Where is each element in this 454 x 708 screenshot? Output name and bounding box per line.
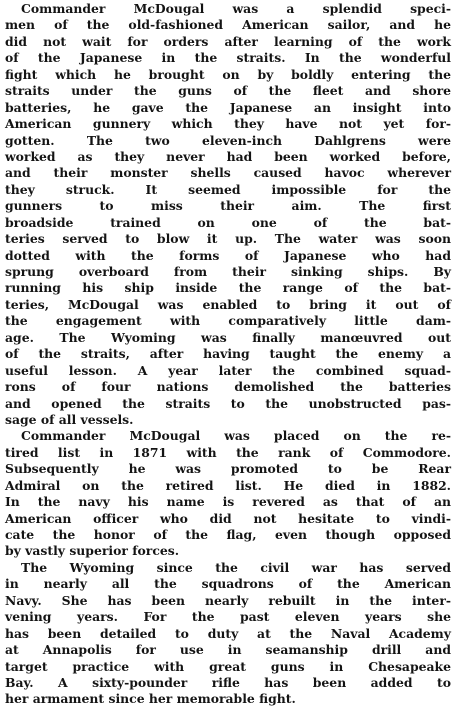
text-line: of the Japanese in the straits. In the wonderful xyxy=(5,50,451,66)
text-line: sprung overboard from their sinking ships. By xyxy=(5,264,451,279)
text-line: gotten. The two eleven-inch Dahlgrens were xyxy=(5,132,451,148)
newspaper-column xyxy=(5,1,451,707)
text-line: and their monster shells caused havoc wherever xyxy=(5,165,451,181)
paragraph-2 xyxy=(5,428,451,560)
text-line: of the straits, after having taught the enemy a xyxy=(5,346,451,362)
paragraph-1 xyxy=(5,1,451,428)
text-line: rons of four nations demolished the batteries xyxy=(5,379,451,395)
text-line: American gunnery which they have not yet for- xyxy=(5,116,451,132)
text-line: tired list in 1871 with the rank of Commodore. xyxy=(5,444,451,460)
text-line: has been detailed to duty at the Naval Academy xyxy=(5,625,451,641)
text-line: target practice with great guns in Chesapeake xyxy=(5,658,451,674)
text-line: in nearly all the squadrons of the American xyxy=(5,576,451,592)
text-line: Commander McDougal was placed on the re- xyxy=(21,428,451,444)
text-line: worked as they never had been worked before, xyxy=(5,148,451,164)
text-line: and opened the straits to the unobstructed pas- xyxy=(5,395,451,411)
text-line: her armament since her memorable fight. xyxy=(5,691,296,707)
text-line: sage of all vessels. xyxy=(5,411,134,427)
text-line: at Annapolis for use in seamanship drill and xyxy=(5,642,451,658)
text-line: straits under the guns of the fleet and shore xyxy=(5,83,451,99)
text-line: In the navy his name is revered as that of an xyxy=(5,494,451,510)
text-line: did not wait for orders after learning of the work xyxy=(5,33,451,49)
text-line: vening years. For the past eleven years she xyxy=(5,609,451,625)
text-line: Admiral on the retired list. He died in 1882. xyxy=(5,477,451,493)
text-line: gunners to miss their aim. The first xyxy=(5,198,451,214)
text-line: by vastly superior forces. xyxy=(5,543,180,559)
text-line: fight which he brought on by boldly entering the xyxy=(5,66,451,82)
text-line: batteries, he gave the Japanese an insight into xyxy=(5,99,451,115)
text-line: teries, McDougal was enabled to bring it out of xyxy=(5,296,451,312)
text-line: Commander McDougal was a splendid speci- xyxy=(21,1,451,16)
text-line: cate the honor of the flag, even though opposed xyxy=(5,527,451,542)
text-line: broadside trained on one of the bat- xyxy=(5,214,451,230)
text-line: dotted with the forms of Japanese who had xyxy=(5,247,451,263)
text-line: Navy. She has been nearly rebuilt in the inter- xyxy=(5,592,451,608)
text-line: running his ship inside the range of the bat- xyxy=(5,280,451,296)
text-line: Subsequently he was promoted to be Rear xyxy=(5,461,451,477)
text-line: age. The Wyoming was finally manœuvred out xyxy=(5,329,451,345)
text-line: teries served to blow it up. The water was soon xyxy=(5,231,451,247)
text-line: The Wyoming since the civil war has served xyxy=(21,559,451,575)
paragraph-3 xyxy=(5,560,451,708)
text-line: useful lesson. A year later the combined squad- xyxy=(5,362,451,378)
text-line: men of the old-fashioned American sailor, and he xyxy=(5,17,451,33)
text-line: American officer who did not hesitate to vindi- xyxy=(5,510,451,526)
text-line: the engagement with comparatively little dam- xyxy=(5,313,451,329)
text-line: Bay. A sixty-pounder rifle has been added to xyxy=(5,674,451,690)
text-line: they struck. It seemed impossible for the xyxy=(5,181,451,197)
